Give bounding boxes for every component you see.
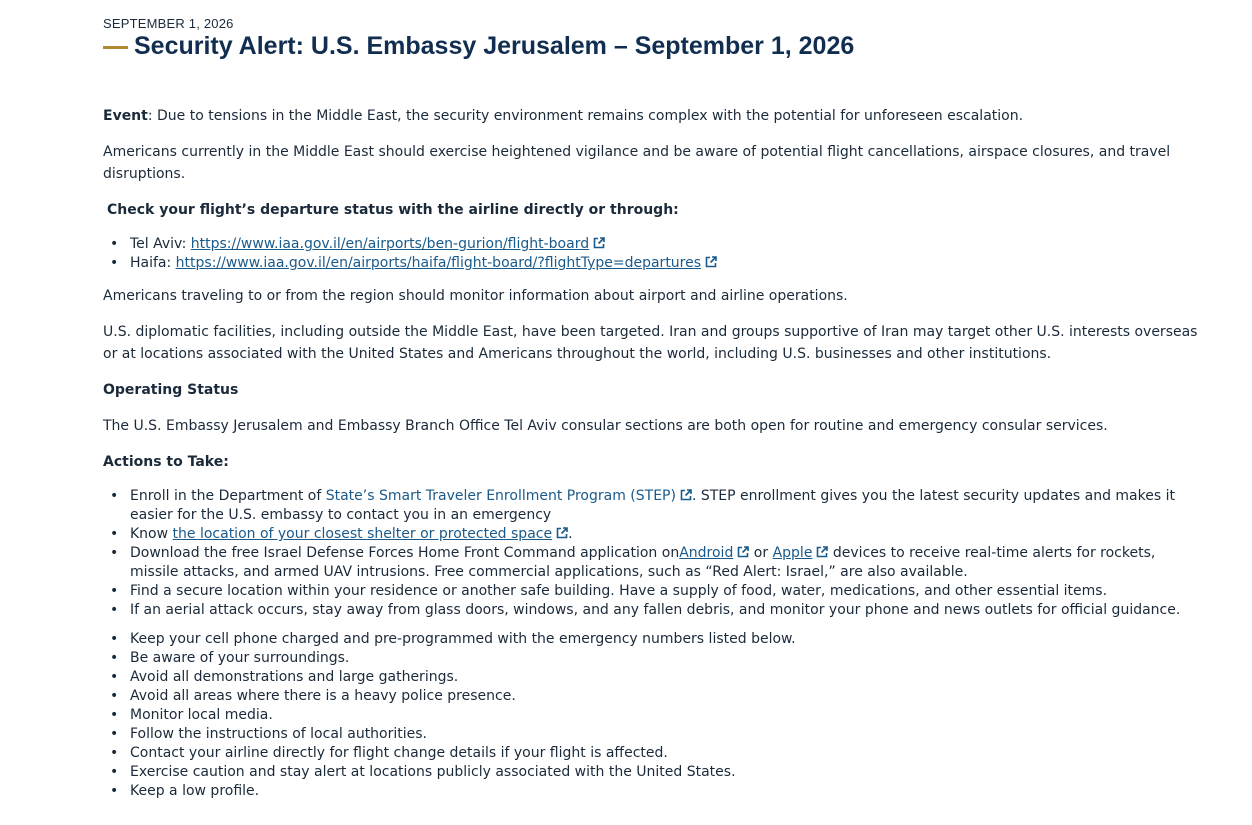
shelter-text-post: . bbox=[568, 526, 573, 542]
external-link-icon bbox=[680, 489, 692, 501]
list-item bbox=[130, 487, 1203, 525]
list-item bbox=[130, 254, 1203, 273]
external-link-icon bbox=[737, 546, 749, 558]
flight-haifa-label: Haifa: bbox=[130, 255, 176, 271]
external-link-icon bbox=[593, 237, 605, 249]
list-item bbox=[130, 235, 1203, 254]
list-item: • Be aware of your surroundings. bbox=[130, 649, 1203, 668]
actions-list bbox=[103, 487, 1203, 620]
step-text-post: . STEP enrollment gives you the latest security updates and makes it easier for the U.S. embassy to contact you in an emergency bbox=[130, 488, 1175, 523]
flight-board-list bbox=[103, 235, 1203, 273]
step-link[interactable]: State’s Smart Traveler Enrollment Program (STEP) bbox=[325, 488, 676, 504]
list-item: • Follow the instructions of local authorities. bbox=[130, 725, 1203, 744]
vigilance-paragraph: Americans currently in the Middle East should exercise heightened vigilance and be aware of potential flight cancellations, airspace closures, and travel disruptions. bbox=[103, 144, 1171, 182]
external-link-icon bbox=[816, 546, 828, 558]
tel-aviv-flight-board-link[interactable]: https://www.iaa.gov.il/en/airports/ben-gurion/flight-board bbox=[190, 236, 590, 252]
page-title: Security Alert: U.S. Embassy Jerusalem – September 1, 2026 bbox=[134, 32, 855, 60]
list-item: • Find a secure location within your residence or another safe building. Have a supply of food, water, medications, and other essential items. bbox=[130, 582, 1203, 601]
event-label: Event bbox=[103, 108, 148, 124]
android-link[interactable]: Android bbox=[679, 545, 734, 561]
step-text-pre: Enroll in the Department of bbox=[130, 488, 326, 504]
list-item: • Avoid all demonstrations and large gatherings. bbox=[130, 668, 1203, 687]
additional-actions-list bbox=[103, 630, 1203, 801]
actions-heading: Actions to Take: bbox=[103, 454, 229, 470]
alert-body bbox=[103, 105, 1203, 813]
app-text-pre: Download the free Israel Defense Forces Home Front Command application on bbox=[130, 545, 680, 561]
list-item: • Exercise caution and stay alert at locations publicly associated with the United States. bbox=[130, 763, 1203, 782]
list-item: • Avoid all areas where there is a heavy police presence. bbox=[130, 687, 1203, 706]
list-item: • Monitor local media. bbox=[130, 706, 1203, 725]
list-item: • Keep a low profile. bbox=[130, 782, 1203, 801]
event-text: : Due to tensions in the Middle East, the security environment remains complex with the potential for unforeseen escalation. bbox=[147, 108, 1024, 124]
external-link-icon bbox=[556, 527, 568, 539]
event-paragraph bbox=[103, 105, 1203, 127]
title-row bbox=[103, 32, 854, 61]
shelter-link[interactable]: the location of your closest shelter or protected space bbox=[172, 526, 553, 542]
publish-date: SEPTEMBER 1, 2026 bbox=[103, 16, 234, 31]
flight-status-heading: Check your flight’s departure status with the airline directly or through: bbox=[107, 202, 679, 218]
operating-status-heading: Operating Status bbox=[103, 382, 239, 398]
list-item: • Keep your cell phone charged and pre-programmed with the emergency numbers listed below. bbox=[130, 630, 1203, 649]
list-item bbox=[130, 525, 1203, 544]
apple-link[interactable]: Apple bbox=[772, 545, 813, 561]
app-text-post: devices to receive real-time alerts for rockets, missile attacks, and armed UAV intrusions. Free commercial applications, such as “Red Alert: Israel,” are also available. bbox=[130, 545, 1156, 580]
operating-status-text: The U.S. Embassy Jerusalem and Embassy Branch Office Tel Aviv consular sections are both open for routine and emergency consular services. bbox=[103, 418, 1108, 434]
flight-tel-aviv-label: Tel Aviv: bbox=[130, 236, 191, 252]
targeted-paragraph: U.S. diplomatic facilities, including outside the Middle East, have been targeted. Iran and groups supportive of Iran may target other U.S. interests overseas or at locations associated with the United States and Americans throughout the world, including U.S. businesses and other institutions. bbox=[103, 324, 1198, 362]
app-text-mid: or bbox=[749, 545, 773, 561]
list-item: • Contact your airline directly for flight change details if your flight is affected. bbox=[130, 744, 1203, 763]
list-item: • If an aerial attack occurs, stay away from glass doors, windows, and any fallen debris, and monitor your phone and news outlets for official guidance. bbox=[130, 601, 1203, 620]
external-link-icon bbox=[705, 256, 717, 268]
haifa-flight-board-link[interactable]: https://www.iaa.gov.il/en/airports/haifa/flight-board/?flightType=departures bbox=[175, 255, 702, 271]
title-accent-bar bbox=[103, 46, 128, 49]
monitor-paragraph: Americans traveling to or from the region should monitor information about airport and airline operations. bbox=[103, 288, 848, 304]
list-item bbox=[130, 544, 1203, 582]
shelter-text-pre: Know bbox=[130, 526, 173, 542]
